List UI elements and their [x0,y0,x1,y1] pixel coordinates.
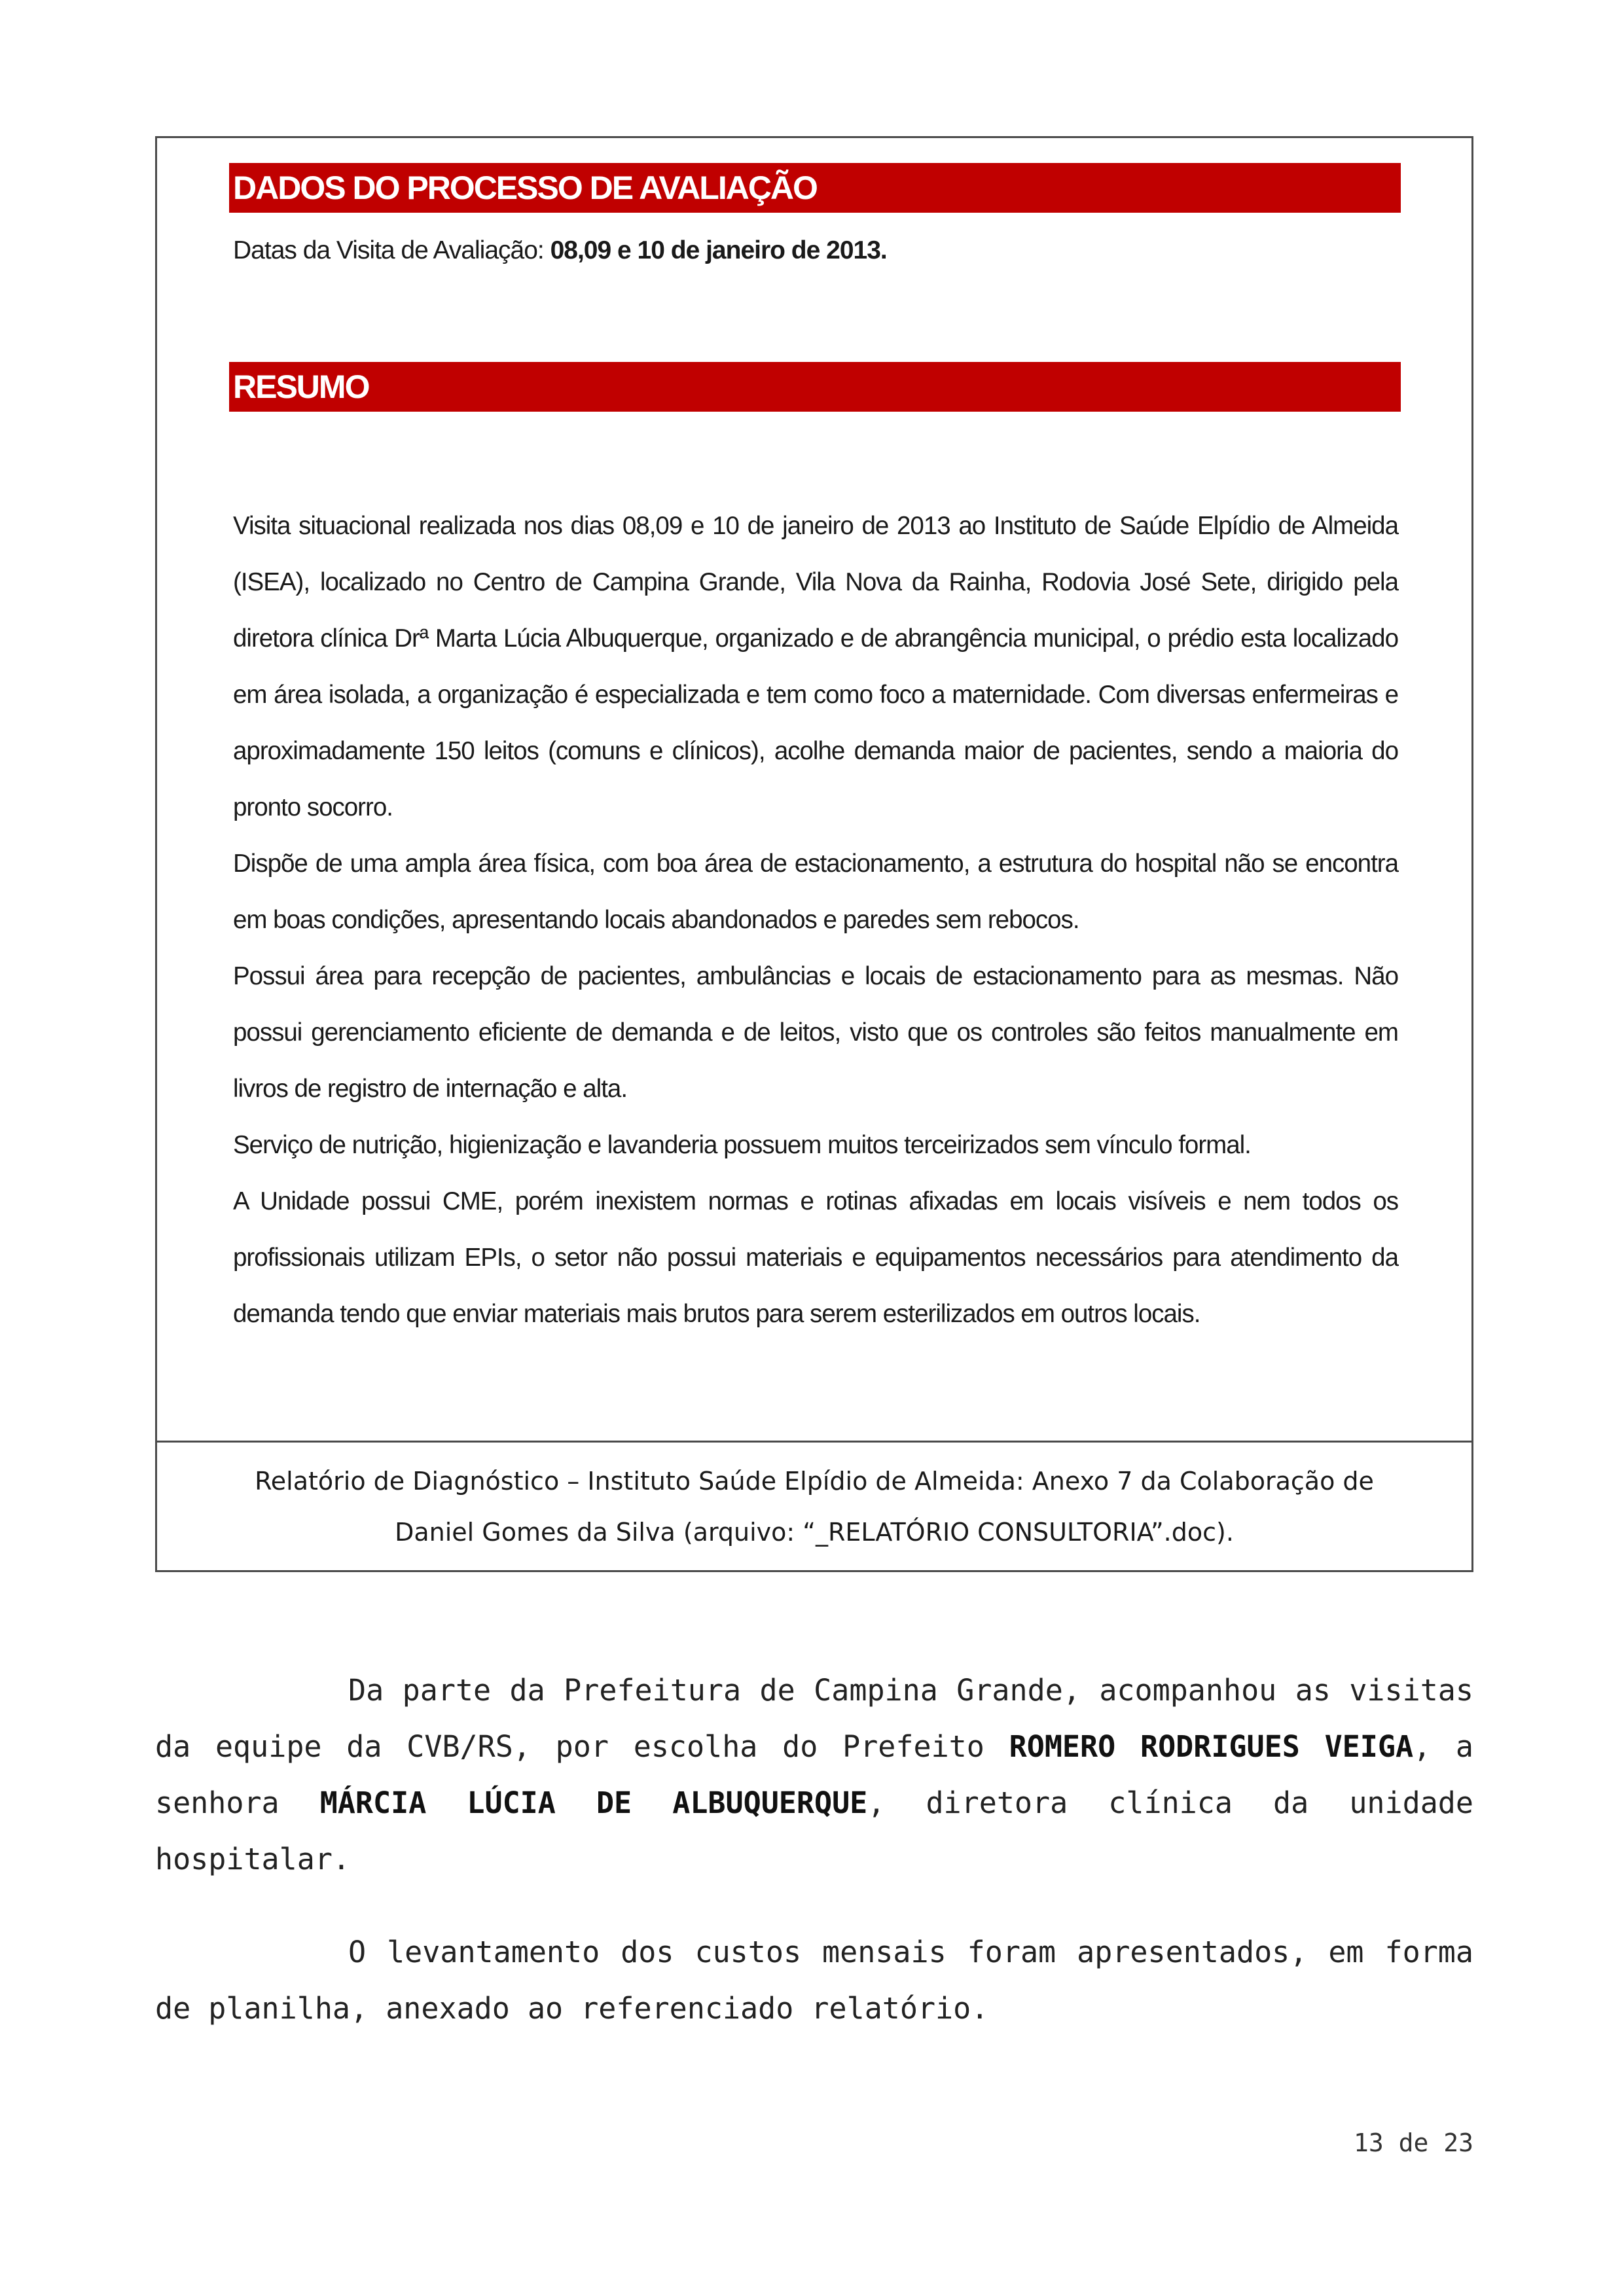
section-heading-dados: DADOS DO PROCESSO DE AVALIAÇÃO [229,163,1401,213]
caption-line: Daniel Gomes da Silva (arquivo: “_RELATÓRIO CONSULTORIA”.doc). [395,1518,1234,1547]
resumo-paragraph: A Unidade possui CME, porém inexistem normas e rotinas afixadas em locais visíveis e nem todos os profissionais utilizam EPIs, o setor não possui materiais e equipamentos necessários para atendimento da demanda tendo que enviar materiais mais brutos para serem esterilizados em outros locais. [233,1187,1398,1328]
page-number: 13 de 23 [1353,2128,1473,2157]
visit-dates-label: Datas da Visita de Avaliação: [233,236,544,264]
resumo-paragraph: Dispõe de uma ampla área física, com boa área de estacionamento, a estrutura do hospital não se encontra em boas condições, apresentando locais abandonados e paredes sem rebocos. [233,850,1398,934]
body-paragraph-2 [155,1924,1473,2037]
caption-line: Relatório de Diagnóstico – Instituto Saúde Elpídio de Almeida: Anexo 7 da Colaboração de [255,1467,1374,1496]
body-paragraph-1 [155,1662,1473,1888]
section-heading-resumo: RESUMO [229,362,1401,412]
scanned-report-image [157,138,1471,1441]
mayor-name: ROMERO RODRIGUES VEIGA [1009,1729,1414,1764]
director-name: MÁRCIA LÚCIA DE ALBUQUERQUE [319,1785,868,1820]
body-paragraph-text: O levantamento dos custos mensais foram apresentados, em forma de planilha, anexado ao referenciado relatório. [155,1935,1473,2026]
visit-dates-value: 08,09 e 10 de janeiro de 2013. [550,236,887,264]
resumo-paragraph: Serviço de nutrição, higienização e lavanderia possuem muitos terceirizados sem vínculo formal. [233,1131,1251,1159]
visit-dates-line [233,236,887,265]
body-text-segment: , diretora clínica da unidade hospitalar. [155,1785,1473,1876]
resumo-text [233,498,1398,1342]
figure-caption [157,1441,1471,1574]
report-excerpt-figure [155,136,1473,1572]
body-text-segment: Da parte da Prefeitura de Campina Grande, acompanhou as visitas da equipe da CVB/RS, por escolha do Prefeito [155,1673,1473,1764]
resumo-paragraph: Possui área para recepção de pacientes, ambulâncias e locais de estacionamento para as mesmas. Não possui gerenciamento eficiente de demanda e de leitos, visto que os controles são feitos manualmente em livros de registro de internação e alta. [233,962,1398,1103]
resumo-paragraph: Visita situacional realizada nos dias 08,09 e 10 de janeiro de 2013 ao Instituto de Saúde Elpídio de Almeida (ISEA), localizado no Centro de Campina Grande, Vila Nova da Rainha, Rodovia José Sete, dirigido pela diretora clínica Drª Marta Lúcia Albuquerque, organizado e de abrangência municipal, o prédio esta localizado em área isolada, a organização é especializada e tem como foco a maternidade. Com diversas enfermeiras e aproximadamente 150 leitos (comuns e clínicos), acolhe demanda maior de pacientes, sendo a maioria do pronto socorro. [233,512,1398,821]
body-text-segment: , a senhora [155,1729,1474,1820]
